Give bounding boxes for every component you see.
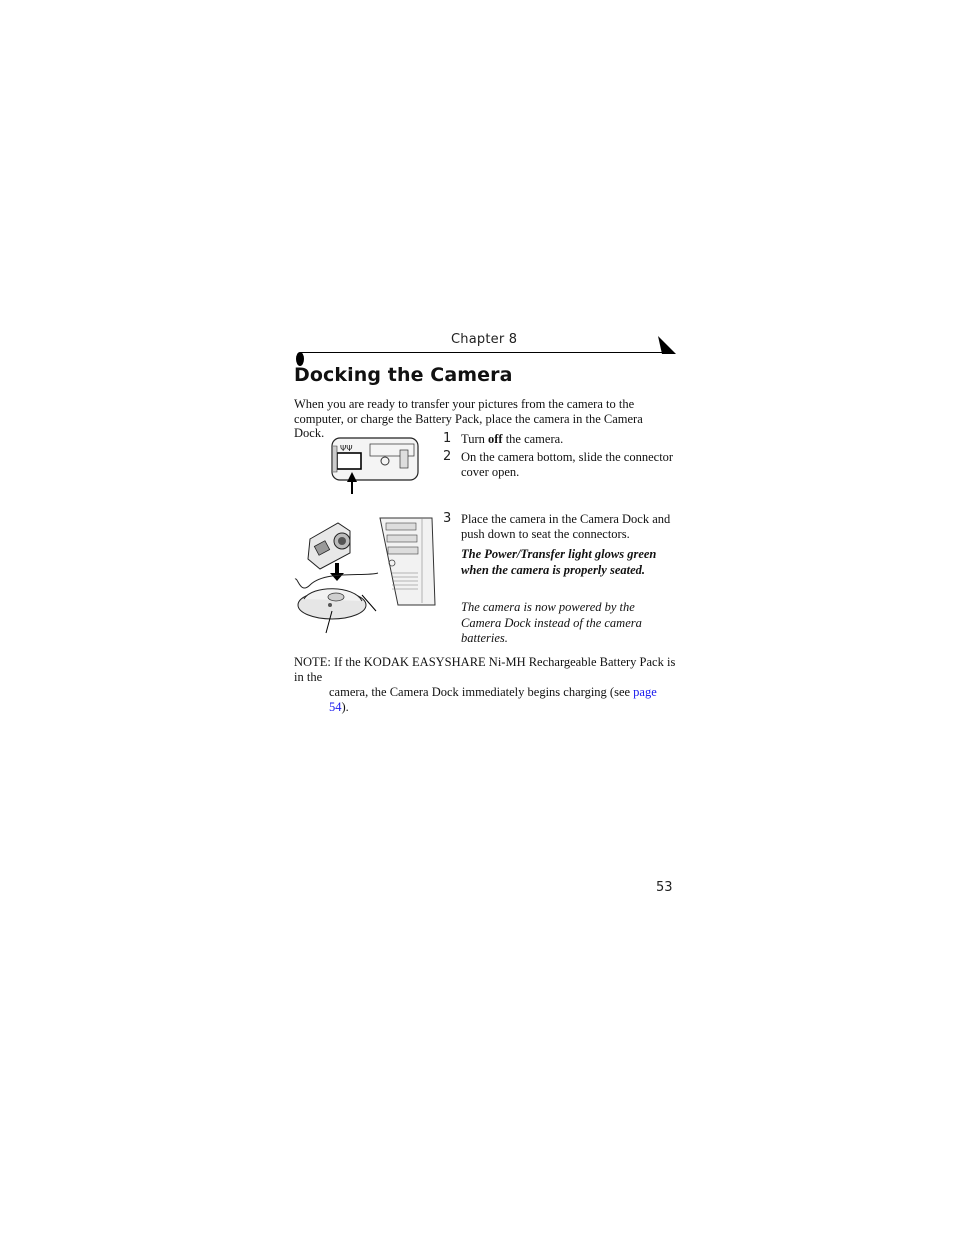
step-3-text: Place the camera in the Camera Dock and push down to seat the connectors. bbox=[461, 512, 671, 541]
chapter-label: Chapter 8 bbox=[451, 332, 518, 347]
note-text-c: ). bbox=[341, 700, 349, 714]
page-number: 53 bbox=[656, 880, 673, 895]
step-3-number: 3 bbox=[443, 511, 452, 526]
note-continuation bbox=[294, 685, 676, 715]
step-3-info: The camera is now powered by the Camera Dock instead of the camera batteries. bbox=[461, 600, 642, 645]
chevron-right-icon bbox=[656, 334, 678, 356]
step-1-text bbox=[461, 432, 676, 447]
step-1-number: 1 bbox=[443, 431, 452, 446]
step-2-number: 2 bbox=[443, 449, 452, 464]
camera-bottom-illustration bbox=[330, 436, 422, 498]
step-1-bold: off bbox=[487, 432, 503, 446]
step-1-prefix: Turn bbox=[461, 432, 488, 446]
camera-dock-illustration bbox=[290, 515, 440, 635]
note-label: NOTE: bbox=[294, 655, 331, 669]
note-text-a: If the KODAK EASYSHARE Ni-MH Rechargeable Battery Pack is in the bbox=[294, 655, 676, 684]
svg-text:ΨΨ: ΨΨ bbox=[340, 444, 353, 453]
note-paragraph bbox=[294, 655, 676, 715]
section-title: Docking the Camera bbox=[294, 364, 513, 386]
header-rule bbox=[300, 352, 662, 353]
page-54-link[interactable]: page 54 bbox=[329, 685, 657, 714]
step-3-result: The Power/Transfer light glows green when the camera is properly seated. bbox=[461, 547, 657, 577]
step-1-suffix: the camera. bbox=[502, 432, 564, 446]
intro-paragraph: When you are ready to transfer your pictures from the camera to the computer, or charge the Battery Pack, place the camera in the Camera Dock. bbox=[294, 397, 643, 440]
step-2-text: On the camera bottom, slide the connector cover open. bbox=[461, 450, 674, 479]
note-text-b: camera, the Camera Dock immediately begins charging (see bbox=[329, 685, 634, 699]
